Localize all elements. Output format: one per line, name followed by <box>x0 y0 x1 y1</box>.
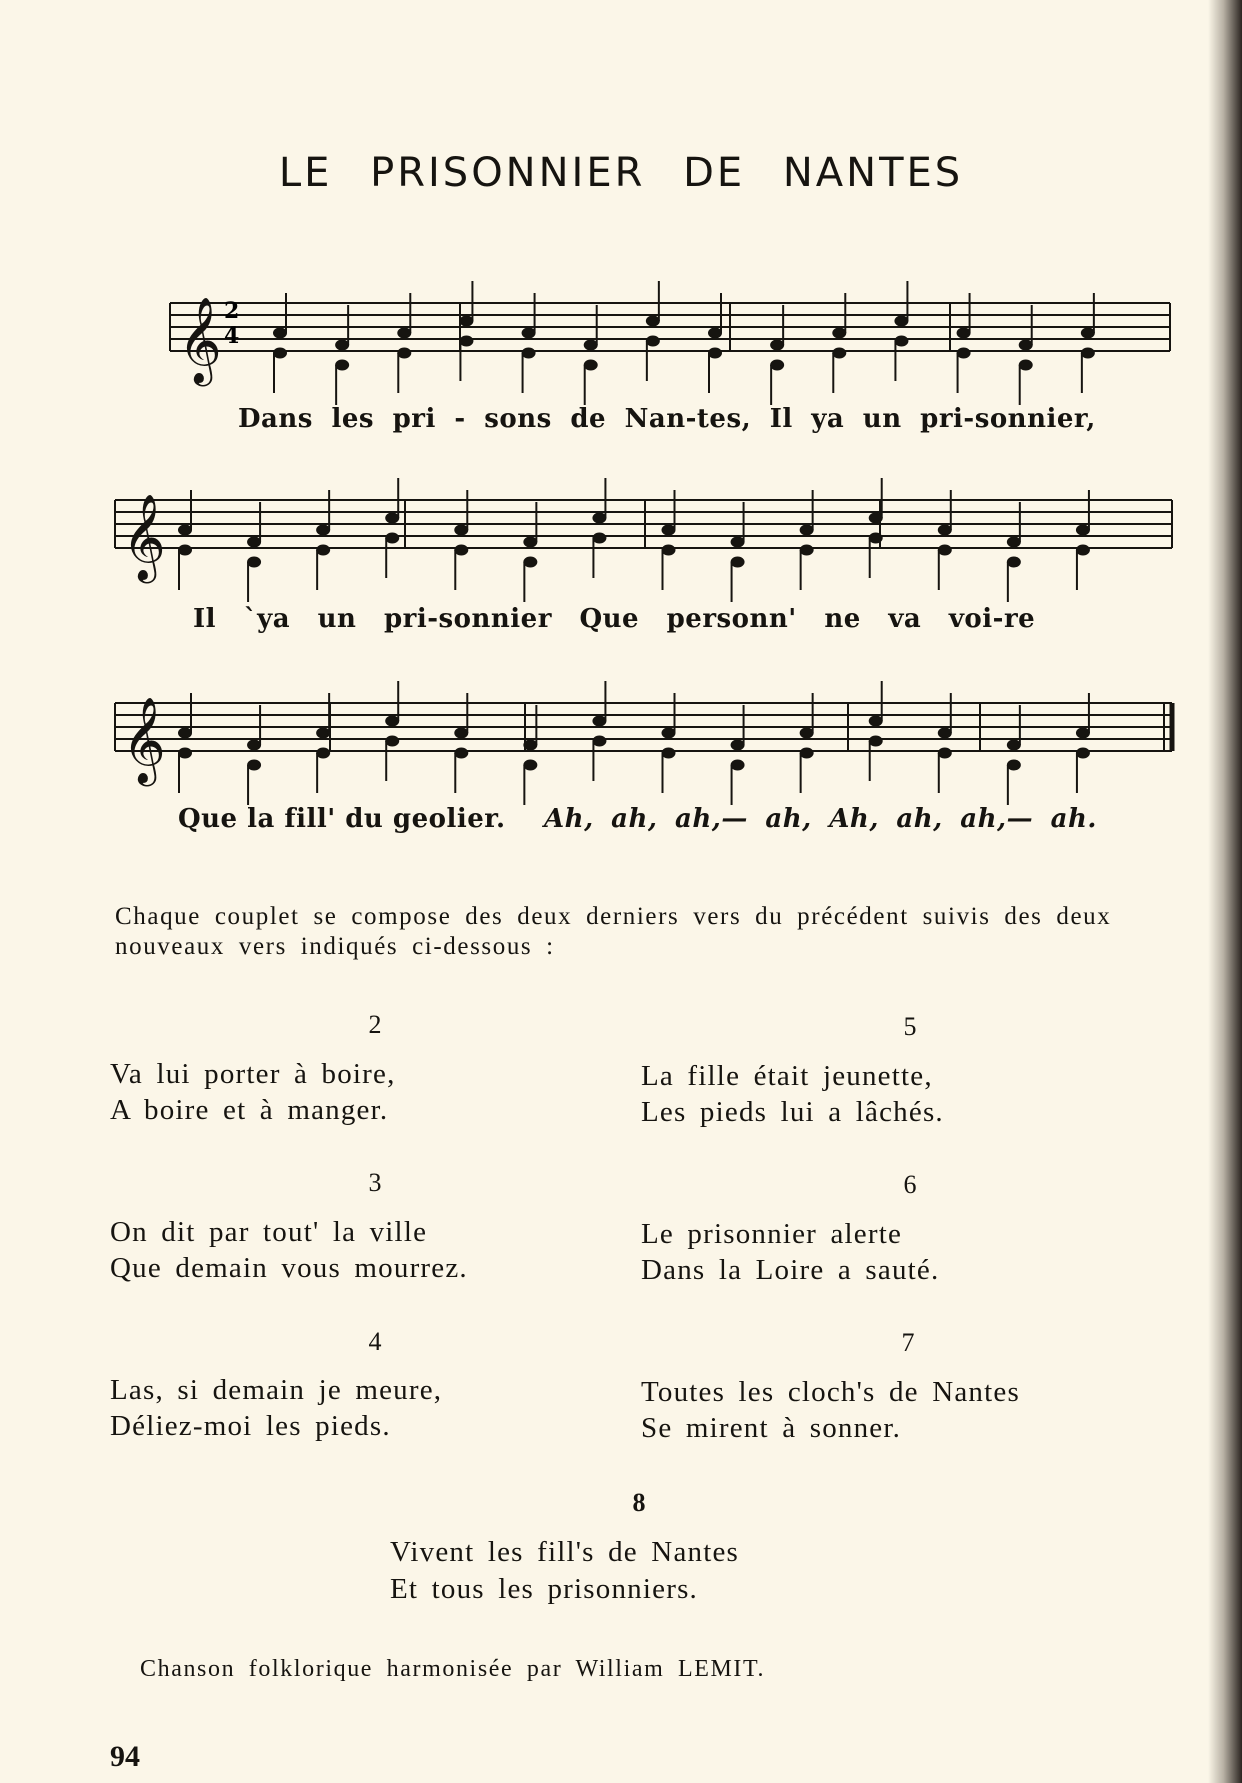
note-head <box>1076 728 1090 739</box>
verse-line: Et tous les prisonniers. <box>390 1573 699 1605</box>
lyrics-line-2: Il `ya un pri-sonnier Que personn' ne va voi-re <box>193 604 1036 634</box>
note-head <box>454 728 468 739</box>
note-head <box>938 728 952 739</box>
note-head <box>832 328 846 339</box>
lyrics-line-3: Que la fill' du geolier. <box>178 804 506 834</box>
note-head <box>454 545 468 556</box>
note-head <box>869 533 883 544</box>
note-head <box>247 740 261 751</box>
verse-line: A boire et à manger. <box>110 1094 389 1126</box>
verse-number: 5 <box>903 1012 917 1041</box>
note-head <box>1007 557 1021 568</box>
note-head <box>1081 328 1095 339</box>
note-head <box>894 336 908 347</box>
note-head <box>869 716 883 727</box>
verse-line: Le prisonnier alerte <box>641 1218 903 1250</box>
note-head <box>247 537 261 548</box>
note-head <box>454 748 468 759</box>
verse-line: Dans la Loire a sauté. <box>641 1254 940 1286</box>
verse-line: Que demain vous mourrez. <box>110 1252 468 1284</box>
note-head <box>1019 340 1033 351</box>
note-head <box>178 525 192 536</box>
note-head <box>273 348 287 359</box>
note-head <box>335 340 349 351</box>
verse-number: 8 <box>632 1488 646 1517</box>
verse-number: 3 <box>368 1168 382 1197</box>
note-head <box>523 760 537 771</box>
note-head <box>523 557 537 568</box>
note-head <box>397 348 411 359</box>
song-title: LE PRISONNIER DE NANTES <box>278 150 964 196</box>
note-head <box>1076 545 1090 556</box>
note-head <box>273 328 287 339</box>
page-number: 94 <box>110 1740 140 1773</box>
note-head <box>1076 748 1090 759</box>
note-head <box>584 340 598 351</box>
note-head <box>247 557 261 568</box>
verse-number: 7 <box>901 1328 915 1357</box>
note-head <box>459 336 473 347</box>
treble-clef-icon: 𝄞 <box>122 494 166 580</box>
verse-line: Se mirent à sonner. <box>641 1412 902 1444</box>
note-head <box>522 328 536 339</box>
note-head <box>957 348 971 359</box>
couplet-instructions: Chaque couplet se compose des deux derniers vers du précédent suivis des deux nouveaux vers indiqués ci-dessous : <box>115 903 1112 960</box>
note-head <box>731 760 745 771</box>
note-head <box>938 545 952 556</box>
note-head <box>662 525 676 536</box>
note-head <box>459 316 473 327</box>
note-head <box>731 537 745 548</box>
note-head <box>957 328 971 339</box>
note-head <box>770 360 784 371</box>
note-head <box>592 513 606 524</box>
note-head <box>454 525 468 536</box>
note-head <box>1081 348 1095 359</box>
note-head <box>708 348 722 359</box>
note-head <box>800 748 814 759</box>
note-head <box>1019 360 1033 371</box>
note-head <box>662 728 676 739</box>
verse-number: 4 <box>368 1327 382 1356</box>
note-head <box>869 736 883 747</box>
note-head <box>938 748 952 759</box>
verse-line: Toutes les cloch's de Nantes <box>641 1376 1020 1408</box>
note-head <box>646 336 660 347</box>
note-head <box>397 328 411 339</box>
credit-line: Chanson folklorique harmonisée par William LEMIT. <box>140 1656 766 1682</box>
note-head <box>385 736 399 747</box>
note-head <box>770 340 784 351</box>
note-head <box>178 748 192 759</box>
verse-line: Déliez-moi les pieds. <box>110 1410 391 1442</box>
note-head <box>316 748 330 759</box>
verse-line: Les pieds lui a lâchés. <box>641 1096 944 1128</box>
note-head <box>592 716 606 727</box>
note-head <box>316 728 330 739</box>
note-head <box>247 760 261 771</box>
note-head <box>646 316 660 327</box>
note-head <box>662 748 676 759</box>
note-head <box>584 360 598 371</box>
verse-number: 6 <box>903 1170 917 1199</box>
note-head <box>731 740 745 751</box>
note-head <box>1007 760 1021 771</box>
refrain-lyrics: Ah, ah, ah,— ah, Ah, ah, ah,— ah. <box>544 804 1097 834</box>
note-head <box>385 533 399 544</box>
lyrics-line-1: Dans les pri - sons de Nan-tes, Il ya un pri-sonnier, <box>238 404 1096 434</box>
note-head <box>894 316 908 327</box>
verse-line: Vivent les fill's de Nantes <box>390 1536 740 1568</box>
note-head <box>592 533 606 544</box>
note-head <box>832 348 846 359</box>
note-head <box>178 545 192 556</box>
note-head <box>800 525 814 536</box>
time-signature-top: 2 <box>224 298 240 324</box>
note-head <box>335 360 349 371</box>
note-head <box>800 728 814 739</box>
note-head <box>523 740 537 751</box>
note-head <box>385 716 399 727</box>
note-head <box>523 537 537 548</box>
note-head <box>800 545 814 556</box>
note-head <box>1007 740 1021 751</box>
note-head <box>662 545 676 556</box>
note-head <box>522 348 536 359</box>
note-head <box>316 545 330 556</box>
note-head <box>385 513 399 524</box>
verse-line: Las, si demain je meure, <box>110 1374 443 1406</box>
note-head <box>869 513 883 524</box>
note-head <box>1007 537 1021 548</box>
note-head <box>178 728 192 739</box>
note-head <box>316 525 330 536</box>
note-head <box>1076 525 1090 536</box>
note-head <box>708 328 722 339</box>
time-signature-bottom: 4 <box>224 323 240 349</box>
note-head <box>731 557 745 568</box>
verse-line: On dit par tout' la ville <box>110 1216 428 1248</box>
note-head <box>938 525 952 536</box>
treble-clef-icon: 𝄞 <box>178 297 222 383</box>
verse-line: Va lui porter à boire, <box>110 1058 396 1090</box>
verse-line: La fille était jeunette, <box>641 1060 933 1092</box>
note-head <box>592 736 606 747</box>
treble-clef-icon: 𝄞 <box>122 697 166 783</box>
verse-number: 2 <box>368 1010 382 1039</box>
